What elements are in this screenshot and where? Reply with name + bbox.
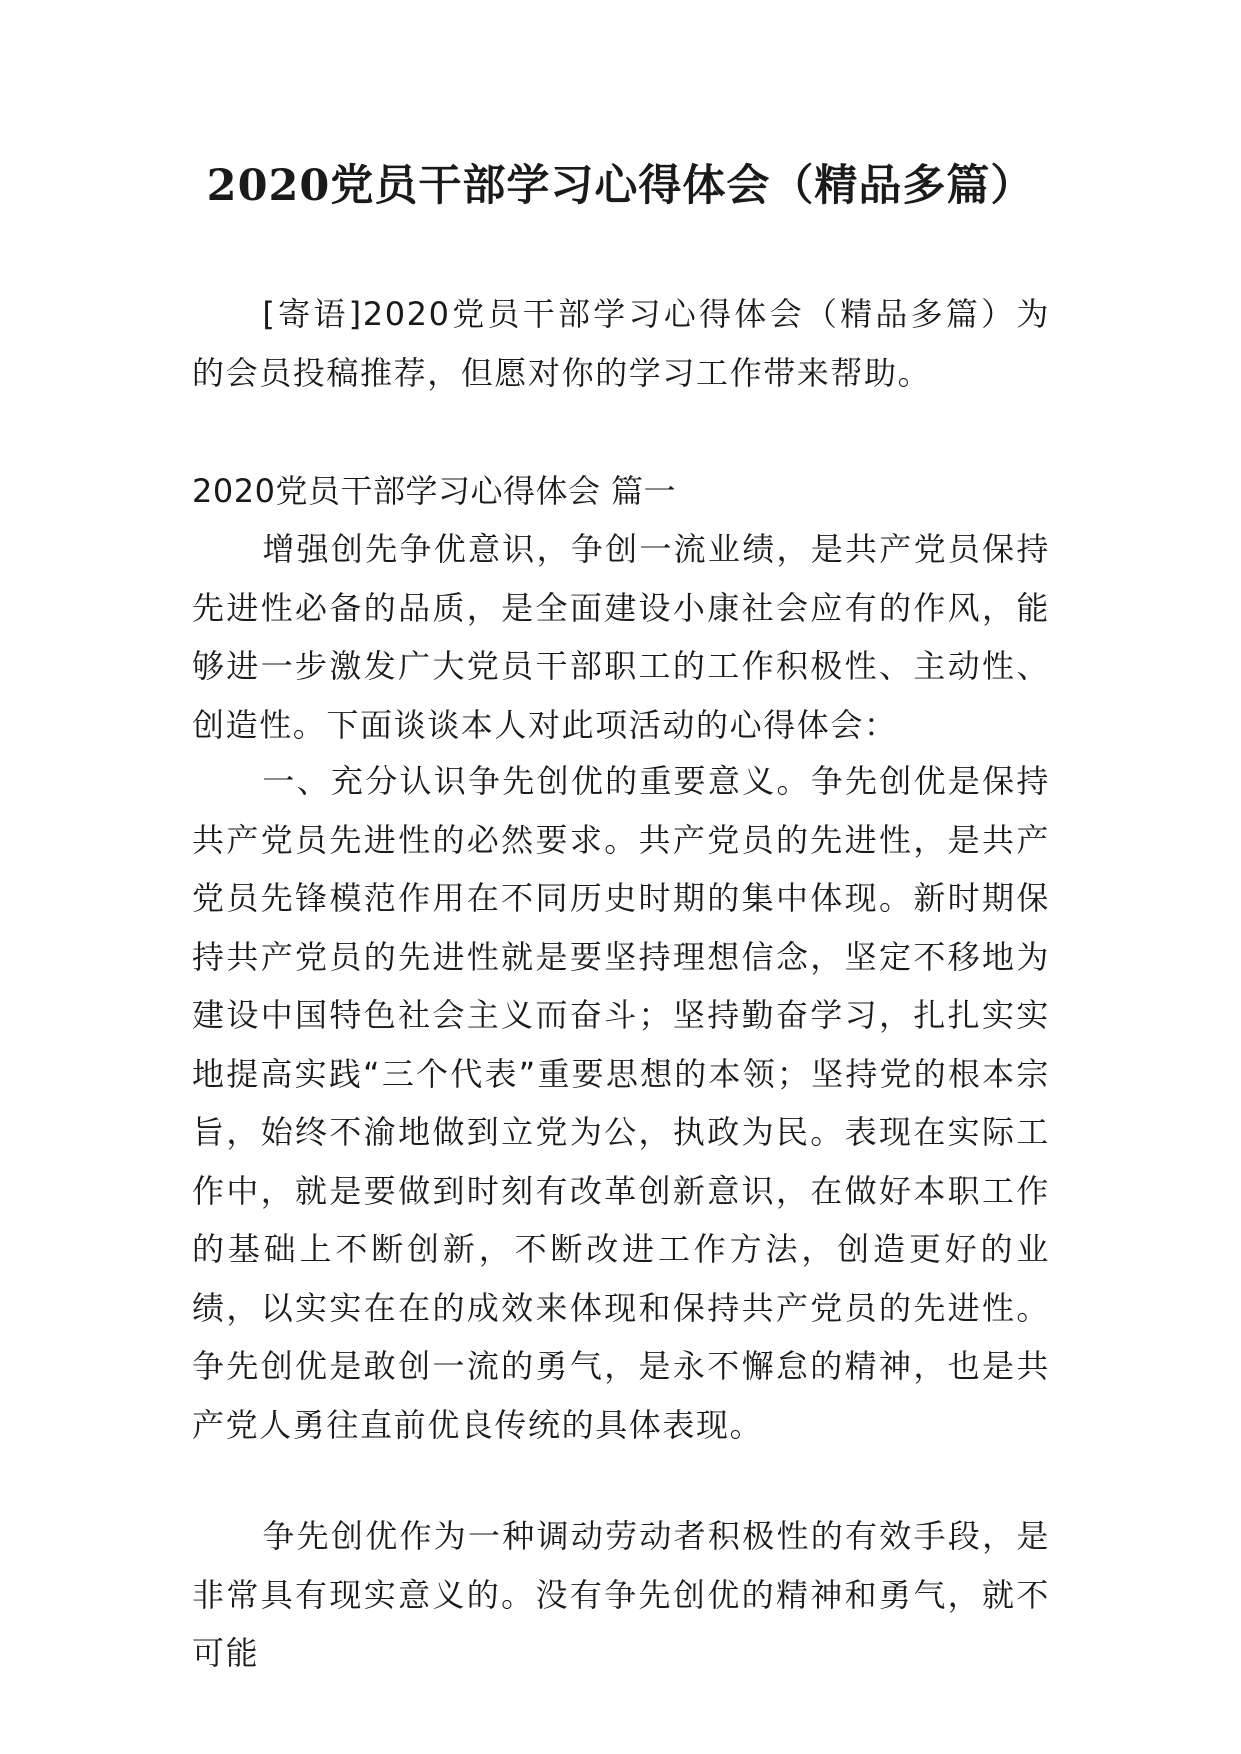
body-paragraph: 争先创优作为一种调动劳动者积极性的有效手段，是非常具有现实意义的。没有争先创优的精神和勇气，就不可能 [192, 1517, 1050, 1672]
document-title: 2020党员干部学习心得体会（精品多篇） [206, 161, 1035, 211]
intro-paragraph: [寄语]2020党员干部学习心得体会（精品多篇）为的会员投稿推荐，但愿对你的学习工作带来帮助。 [192, 295, 1050, 392]
section-heading: 2020党员干部学习心得体会 篇一 [192, 472, 677, 510]
body-paragraph: 增强创先争优意识，争创一流业绩，是共产党员保持先进性必备的品质，是全面建设小康社会应有的作风，能够进一步激发广大党员干部职工的工作积极性、主动性、创造性。下面谈谈本人对此项活动的心得体会： [192, 530, 1050, 744]
body-paragraph: 一、充分认识争先创优的重要意义。争先创优是保持共产党员先进性的必然要求。共产党员的先进性，是共产党员先锋模范作用在不同历史时期的集中体现。新时期保持共产党员的先进性就是要坚持理想信念，坚定不移地为建设中国特色社会主义而奋斗；坚持勤奋学习，扎扎实实地提高实践“三个代表”重要思想的本领；坚持党的根本宗旨，始终不渝地做到立党为公，执政为民。表现在实际工作中，就是要做到时刻有改革创新意识，在做好本职工作的基础上不断创新，不断改进工作方法，创造更好的业绩，以实实在在的成效来体现和保持共产党员的先进性。 争先创优是敢创一流的勇气，是永不懈怠的精神，也是共产党人勇往直前优良传统的具体表现。 [192, 762, 1050, 1444]
